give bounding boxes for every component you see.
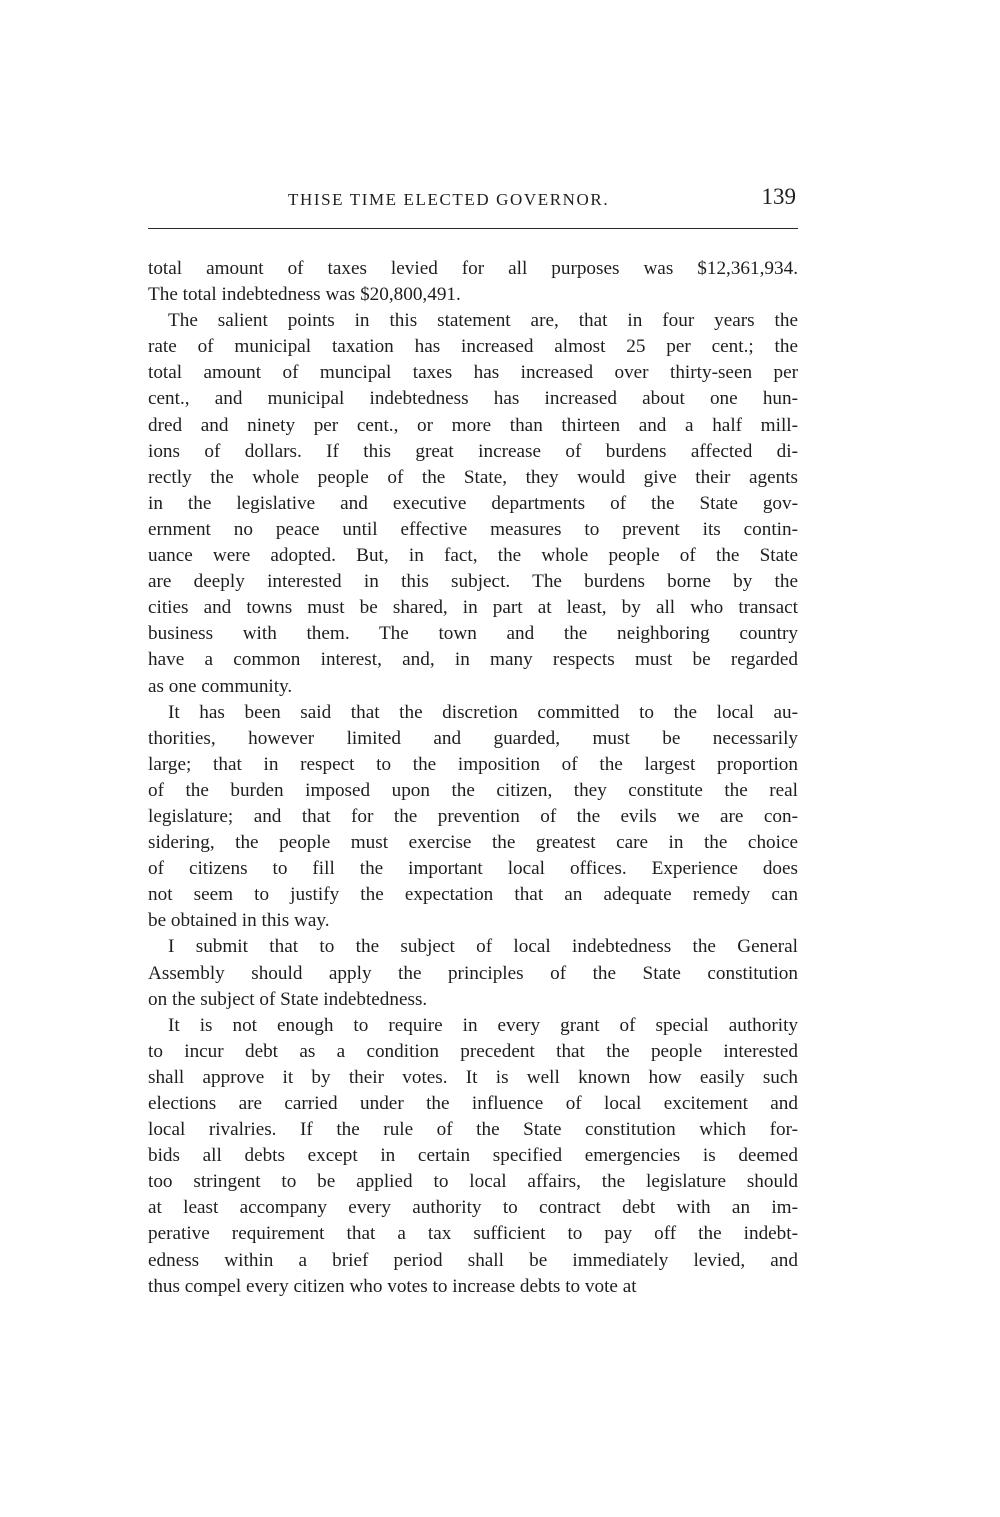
text-line: cent., and municipal indebtedness has increased about one hun- xyxy=(148,388,798,410)
text-line: dred and ninety per cent., or more than thirteen and a half mill- xyxy=(148,414,798,436)
text-line: elections are carried under the influence of local excitement and xyxy=(148,1093,798,1114)
running-head xyxy=(148,186,798,216)
text-line: sidering, the people must exercise the greatest care in the choice xyxy=(148,832,798,854)
text-line: The salient points in this statement are, that in four years the xyxy=(168,310,798,332)
text-line: as one community. xyxy=(148,675,293,697)
text-line: It is not enough to require in every grant of special authority xyxy=(168,1014,798,1036)
text-line: shall approve it by their votes. It is well known how easily such xyxy=(148,1066,798,1088)
text-line: The total indebtedness was $20,800,491. xyxy=(148,284,461,306)
text-line: cities and towns must be shared, in part at least, by all who transact xyxy=(148,597,798,619)
running-title: THISE TIME ELECTED GOVERNOR. xyxy=(288,190,610,209)
text-line: of the burden imposed upon the citizen, they constitute the real xyxy=(148,779,798,801)
text-line: not seem to justify the expectation that an adequate remedy can xyxy=(148,884,798,906)
text-line: legislature; and that for the prevention of the evils we are con- xyxy=(148,805,798,827)
header-rule xyxy=(148,228,798,229)
text-line: uance were adopted. But, in fact, the whole people of the State xyxy=(148,545,798,567)
text-line: I submit that to the subject of local indebtedness the General xyxy=(168,936,798,958)
body-text xyxy=(148,256,798,1300)
text-line: ernment no peace until effective measures to prevent its contin- xyxy=(148,518,798,540)
text-line: be obtained in this way. xyxy=(148,910,330,932)
text-line: rate of municipal taxation has increased almost 25 per cent.; the xyxy=(148,336,798,358)
text-line: It has been said that the discretion committed to the local au- xyxy=(168,701,798,723)
text-line: are deeply interested in this subject. The burdens borne by the xyxy=(148,571,798,593)
paragraph xyxy=(148,700,798,935)
text-line: at least accompany every authority to contract debt with an im- xyxy=(148,1197,798,1219)
text-line: rectly the whole people of the State, they would give their agents xyxy=(148,466,798,488)
text-line: too stringent to be applied to local affairs, the legislature should xyxy=(148,1171,798,1193)
text-line: have a common interest, and, in many respects must be regarded xyxy=(148,649,798,671)
text-line: ions of dollars. If this great increase of burdens affected di- xyxy=(148,440,798,462)
text-line: thus compel every citizen who votes to increase debts to vote at xyxy=(148,1275,637,1297)
text-line: Assembly should apply the principles of the State constitution xyxy=(148,962,798,984)
text-line: on the subject of State indebtedness. xyxy=(148,988,428,1010)
text-line: total amount of taxes levied for all purposes was $12,361,934. xyxy=(148,258,798,279)
paragraph xyxy=(148,934,798,1012)
paragraph xyxy=(148,256,798,308)
text-line: total amount of muncipal taxes has increased over thirty-seen per xyxy=(148,362,798,384)
text-line: large; that in respect to the imposition of the largest proportion xyxy=(148,753,798,775)
text-line: of citizens to fill the important local offices. Experience does xyxy=(148,858,798,880)
text-line: edness within a brief period shall be immediately levied, and xyxy=(148,1249,798,1271)
text-line: perative requirement that a tax sufficient to pay off the indebt- xyxy=(148,1223,798,1245)
text-line: local rivalries. If the rule of the State constitution which for- xyxy=(148,1119,798,1141)
text-line: business with them. The town and the neighboring country xyxy=(148,623,798,645)
page-number: 139 xyxy=(761,184,796,209)
paragraph xyxy=(148,308,798,699)
text-line: to incur debt as a condition precedent that the people interested xyxy=(148,1040,798,1062)
text-line: thorities, however limited and guarded, must be necessarily xyxy=(148,727,798,749)
paragraph xyxy=(148,1013,798,1300)
text-line: bids all debts except in certain specified emergencies is deemed xyxy=(148,1145,798,1167)
text-line: in the legislative and executive departments of the State gov- xyxy=(148,492,798,514)
